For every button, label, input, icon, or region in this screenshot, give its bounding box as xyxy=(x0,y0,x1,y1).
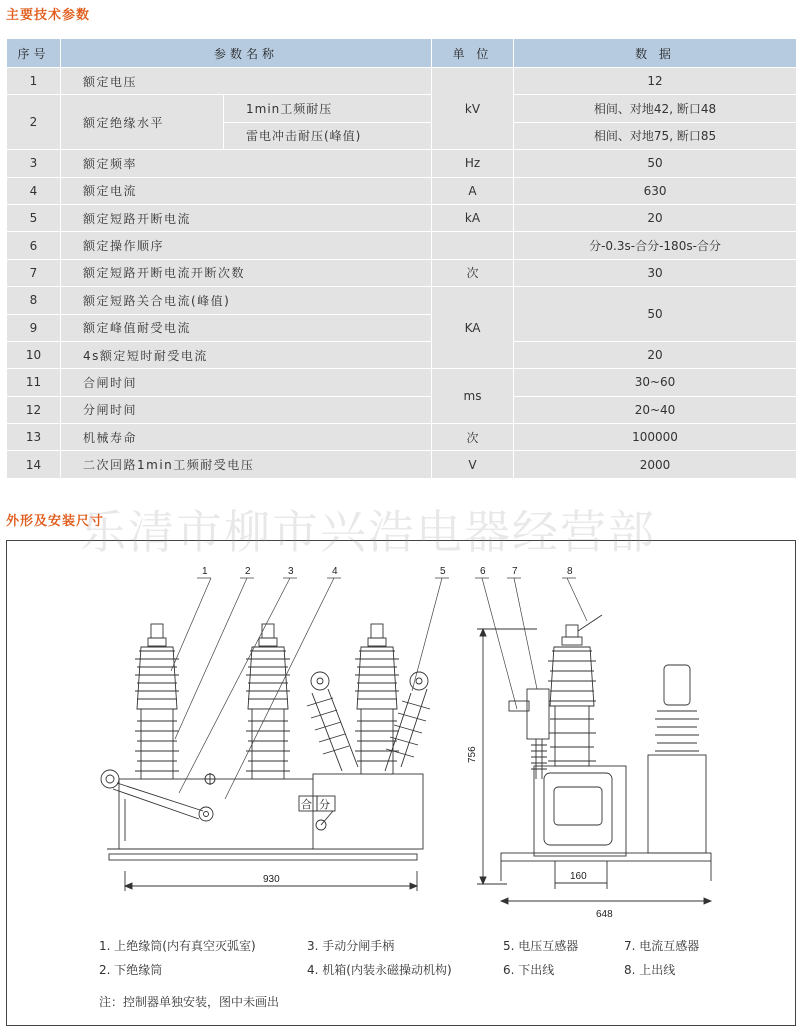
pole-1 xyxy=(135,624,179,779)
callout-7: 7 xyxy=(512,566,518,577)
header-no: 序号 xyxy=(7,39,61,68)
row-no: 11 xyxy=(7,369,61,396)
row-name: 额定短路开断电流开断次数 xyxy=(61,259,432,286)
row-name: 分闸时间 xyxy=(61,396,432,423)
table-row xyxy=(7,259,797,286)
label-close: 合 xyxy=(301,799,312,811)
row-unit: 次 xyxy=(432,424,514,451)
header-unit: 单 位 xyxy=(432,39,514,68)
row-no: 9 xyxy=(7,314,61,341)
voltage-transformer-left xyxy=(307,672,358,771)
callout-4: 4 xyxy=(332,566,338,577)
row-unit: V xyxy=(432,451,514,478)
row-value: 12 xyxy=(514,68,797,95)
table-row xyxy=(7,232,797,259)
table-row xyxy=(7,451,797,478)
drawing-note: 注：控制器单独安装，图中未画出 xyxy=(99,995,280,1009)
row-name: 二次回路1min工频耐受电压 xyxy=(61,451,432,478)
header-name: 参数名称 xyxy=(61,39,432,68)
spec-table xyxy=(6,38,797,479)
legend-item-8: 8. 上出线 xyxy=(624,963,676,977)
row-no: 13 xyxy=(7,424,61,451)
row-unit: A xyxy=(432,177,514,204)
legend-item-6: 6. 下出线 xyxy=(503,963,555,977)
row-value: 630 xyxy=(514,177,797,204)
pole-2 xyxy=(246,624,290,779)
row-value: 分-0.3s-合分-180s-合分 xyxy=(514,232,797,259)
row-unit: kV xyxy=(432,68,514,150)
row-value: 相间、对地75, 断口85 xyxy=(514,122,797,149)
row-unit: Hz xyxy=(432,150,514,177)
header-value: 数 据 xyxy=(514,39,797,68)
row-no: 3 xyxy=(7,150,61,177)
row-value: 2000 xyxy=(514,451,797,478)
row-subname: 1min工频耐压 xyxy=(224,95,432,122)
row-name: 额定操作顺序 xyxy=(61,232,432,259)
callout-2: 2 xyxy=(245,566,251,577)
row-no: 14 xyxy=(7,451,61,478)
table-row xyxy=(7,396,797,423)
row-no: 5 xyxy=(7,204,61,231)
row-name: 额定绝缘水平 xyxy=(61,95,224,150)
legend-item-4: 4. 机箱(内装永磁操动机构) xyxy=(307,963,452,977)
row-value: 100000 xyxy=(514,424,797,451)
row-value: 20 xyxy=(514,341,797,368)
row-value: 20 xyxy=(514,204,797,231)
table-row xyxy=(7,424,797,451)
row-no: 7 xyxy=(7,259,61,286)
row-name: 额定频率 xyxy=(61,150,432,177)
table-header-row xyxy=(7,39,797,68)
row-name: 机械寿命 xyxy=(61,424,432,451)
table-row xyxy=(7,68,797,95)
row-value: 30 xyxy=(514,259,797,286)
legend-item-5: 5. 电压互感器 xyxy=(503,939,579,953)
row-name: 额定短路关合电流(峰值) xyxy=(61,287,432,314)
watermark: 乐清市柳市兴浩电器经营部 xyxy=(80,505,656,559)
row-name: 额定电压 xyxy=(61,68,432,95)
callout-5: 5 xyxy=(440,566,446,577)
row-unit: 次 xyxy=(432,259,514,286)
table-row xyxy=(7,150,797,177)
dim-160: 160 xyxy=(570,871,587,882)
row-unit: ms xyxy=(432,369,514,424)
row-value: 50 xyxy=(514,150,797,177)
drawing-frame xyxy=(6,540,796,1026)
legend-item-1: 1. 上绝缘筒(内有真空灭弧室) xyxy=(99,939,256,953)
table-row xyxy=(7,177,797,204)
pole-3 xyxy=(355,624,399,774)
row-no: 2 xyxy=(7,95,61,150)
legend-item-2: 2. 下绝缘筒 xyxy=(99,963,163,977)
table-row xyxy=(7,204,797,231)
row-unit: kA xyxy=(432,204,514,231)
row-no: 6 xyxy=(7,232,61,259)
row-subname: 雷电冲击耐压(峰值) xyxy=(224,122,432,149)
row-value: 50 xyxy=(514,287,797,342)
callout-3: 3 xyxy=(288,566,294,577)
legend-item-7: 7. 电流互感器 xyxy=(624,939,700,953)
row-value: 20~40 xyxy=(514,396,797,423)
table-row xyxy=(7,95,797,122)
row-name: 额定峰值耐受电流 xyxy=(61,314,432,341)
row-value: 相间、对地42, 断口48 xyxy=(514,95,797,122)
row-no: 4 xyxy=(7,177,61,204)
label-open: 分 xyxy=(319,799,330,811)
callout-1: 1 xyxy=(202,566,208,577)
table-row xyxy=(7,341,797,368)
dim-930: 930 xyxy=(263,874,280,885)
row-no: 10 xyxy=(7,341,61,368)
side-view xyxy=(477,615,711,904)
section-title-dimensions: 外形及安装尺寸 xyxy=(6,514,105,529)
table-row xyxy=(7,287,797,314)
row-unit xyxy=(432,232,514,259)
row-no: 12 xyxy=(7,396,61,423)
row-name: 合闸时间 xyxy=(61,369,432,396)
row-name: 额定电流 xyxy=(61,177,432,204)
callout-8: 8 xyxy=(567,566,573,577)
row-name: 额定短路开断电流 xyxy=(61,204,432,231)
base-rail xyxy=(109,854,417,860)
row-no: 8 xyxy=(7,287,61,314)
table-row xyxy=(7,369,797,396)
dim-756: 756 xyxy=(467,746,478,763)
row-unit: KA xyxy=(432,287,514,369)
section-title-specs: 主要技术参数 xyxy=(6,8,91,23)
dim-648: 648 xyxy=(596,909,613,920)
legend-item-3: 3. 手动分闸手柄 xyxy=(307,939,395,953)
row-name: 4s额定短时耐受电流 xyxy=(61,341,432,368)
row-no: 1 xyxy=(7,68,61,95)
row-value: 30~60 xyxy=(514,369,797,396)
callout-6: 6 xyxy=(480,566,486,577)
